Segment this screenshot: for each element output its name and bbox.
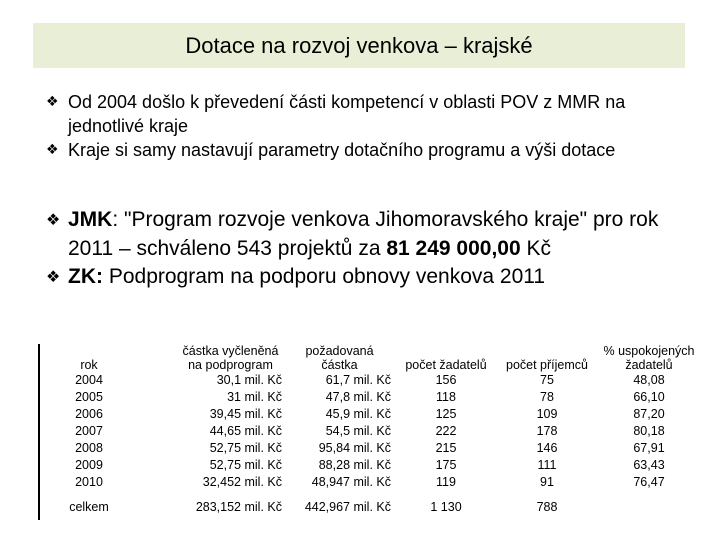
table-row: [40, 474, 702, 491]
table-row: [40, 406, 702, 423]
cell-vyclenena: 39,45 mil. Kč: [209, 407, 282, 421]
cell-vyclenena: 44,65 mil. Kč: [209, 424, 282, 438]
cell-pocet-zadatelu: 118: [436, 390, 456, 404]
table-body: [40, 372, 702, 516]
cell-rok: celkem: [69, 500, 109, 514]
cell-pocet-prijemcu: 111: [537, 458, 557, 472]
bullet-item: [46, 138, 686, 162]
cell-pct: 76,47: [633, 475, 665, 489]
cell-pozadovana: 442,967 mil. Kč: [304, 500, 391, 514]
table-row: [40, 423, 702, 440]
cell-vyclenena: 30,1 mil. Kč: [216, 373, 282, 387]
header-pocet-prijemcu: počet příjemců: [506, 358, 588, 372]
intro-bullet-list: [46, 90, 686, 162]
cell-rok: 2007: [75, 424, 103, 438]
cell-pocet-prijemcu: 146: [536, 441, 558, 455]
table-total-row: [40, 491, 702, 516]
jmk-amount: 81 249 000,00: [386, 236, 521, 260]
header-pct-uspokojenych: % uspokojených žadatelů: [603, 344, 695, 372]
table-row: [40, 389, 702, 406]
cell-pct: [596, 491, 702, 516]
cell-pocet-zadatelu: 222: [435, 424, 457, 438]
diamond-bullet-icon: ❖: [46, 142, 59, 158]
cell-pocet-prijemcu: 788: [536, 500, 558, 514]
table-row: [40, 457, 702, 474]
cell-pocet-zadatelu: 215: [435, 441, 457, 455]
cell-vyclenena: 283,152 mil. Kč: [195, 500, 282, 514]
cell-pozadovana: 47,8 mil. Kč: [325, 390, 391, 404]
bullet-item-jmk: [46, 206, 686, 263]
cell-pozadovana: 48,947 mil. Kč: [311, 475, 391, 489]
jmk-text-a: : "Program rozvoje venkova Jihomoravského kraje" pro rok 2011 – schváleno 543 projektů za: [68, 208, 659, 260]
table-row: [40, 440, 702, 457]
subsidy-table: [38, 344, 695, 520]
cell-rok: 2004: [75, 373, 103, 387]
cell-rok: 2009: [75, 458, 103, 472]
cell-rok: 2006: [75, 407, 103, 421]
diamond-bullet-icon: ❖: [46, 267, 61, 286]
table-header-row: [40, 344, 702, 372]
cell-pocet-zadatelu: 1 130: [430, 500, 462, 514]
cell-pocet-prijemcu: 109: [536, 407, 558, 421]
header-pocet-zadatelu: počet žadatelů: [405, 358, 487, 372]
diamond-bullet-icon: ❖: [46, 94, 59, 110]
cell-pocet-zadatelu: 125: [435, 407, 457, 421]
cell-pocet-prijemcu: 178: [536, 424, 558, 438]
cell-vyclenena: 52,75 mil. Kč: [209, 441, 282, 455]
cell-pocet-prijemcu: 91: [540, 475, 554, 489]
cell-pct: 87,20: [633, 407, 665, 421]
cell-pocet-zadatelu: 175: [435, 458, 457, 472]
cell-pocet-prijemcu: 78: [540, 390, 554, 404]
cell-vyclenena: 32,452 mil. Kč: [202, 475, 282, 489]
bullet-text: Kraje si samy nastavují parametry dotačního programu a výši dotace: [68, 140, 616, 160]
cell-pocet-zadatelu: 119: [436, 475, 456, 489]
cell-pozadovana: 61,7 mil. Kč: [325, 373, 391, 387]
table-row: [40, 372, 702, 389]
region-bullet-list: [46, 206, 686, 292]
cell-pct: 63,43: [633, 458, 665, 472]
cell-pocet-prijemcu: 75: [540, 373, 554, 387]
cell-rok: 2005: [75, 390, 103, 404]
header-rok: rok: [80, 358, 98, 372]
cell-pct: 67,91: [633, 441, 665, 455]
region-label-zk: ZK:: [68, 265, 103, 288]
cell-pct: 80,18: [633, 424, 665, 438]
header-pozadovana: požadovaná částka: [305, 344, 374, 372]
cell-pct: 66,10: [633, 390, 665, 404]
cell-vyclenena: 52,75 mil. Kč: [209, 458, 282, 472]
cell-rok: 2008: [75, 441, 103, 455]
cell-pozadovana: 88,28 mil. Kč: [318, 458, 391, 472]
cell-vyclenena: 31 mil. Kč: [227, 390, 282, 404]
cell-pozadovana: 95,84 mil. Kč: [318, 441, 391, 455]
cell-pocet-zadatelu: 156: [435, 373, 457, 387]
cell-pct: 48,08: [633, 373, 665, 387]
zk-text: Podprogram na podporu obnovy venkova 2011: [103, 265, 546, 288]
jmk-text-b: Kč: [520, 236, 551, 260]
header-vyclenena: částka vyčleněná na podprogram: [182, 344, 279, 372]
slide-title: Dotace na rozvoj venkova – krajské: [185, 32, 533, 58]
region-label-jmk: JMK: [68, 208, 113, 231]
slide-title-bar: [33, 23, 685, 68]
cell-pozadovana: 54,5 mil. Kč: [325, 424, 391, 438]
cell-rok: 2010: [75, 475, 103, 489]
bullet-item: [46, 90, 686, 138]
bullet-text: Od 2004 došlo k převedení části kompetencí v oblasti POV z MMR na jednotlivé kraje: [68, 92, 626, 136]
bullet-item-zk: [46, 263, 686, 292]
cell-pozadovana: 45,9 mil. Kč: [325, 407, 391, 421]
diamond-bullet-icon: ❖: [46, 210, 61, 229]
